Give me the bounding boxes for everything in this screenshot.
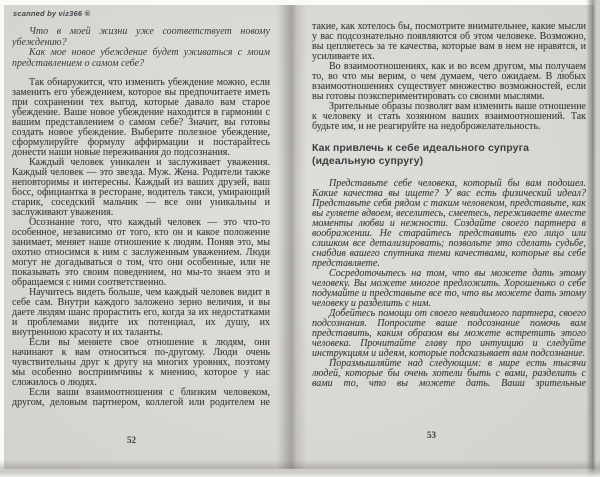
body-paragraph: Научитесь видеть больше, чем каждый человек видит в себе сам. Внутри каждого заложено зерно величия, и вы даете людям шанс прорастить его, когда за их недостатками и проблемами видите их потенциал, их душу, их внутреннюю красоту и их таланты. — [12, 287, 270, 339]
question-block — [12, 27, 270, 69]
page-edge-shadow — [586, 0, 600, 477]
body-paragraph-italic: Сосредоточьтесь на том, что вы можете дать этому человеку. Вы можете многое предложить. Хорошенько о себе подумайте и представьте все то, что вы можете дать этому человеку и разделить с ним. — [312, 268, 586, 309]
section-heading-line: (идеальную супругу) — [312, 154, 424, 167]
body-paragraph: Так обнаружится, что изменить убеждение можно, если заменить его убеждением, которое вы предпочитаете иметь при сохранении тех выгод, которые давало вам старое убеждение. Ваше новое убеждение находится в гармонии с вашим представлением о самом себе? Значит, вы готовы создать новое убеждение. Выберите полезное убеждение, сформулируйте формулу аффирмации и постарайтесь донести наши новые переживания до подсознания. — [12, 77, 270, 159]
section-heading — [312, 142, 586, 167]
watermark: scanned by viz366 ® — [13, 9, 91, 18]
body-paragraph: Каждый человек уникален и заслуживает уважения. Каждый человек — это звезда. Муж. Жена. Родители также неповторимы и интересны. Каждый из ваших друзей, ваш босс, официантка в ресторане, водитель такси, умирающий старик, соседский мальчик — все они уникальны и заслуживают уважения. — [12, 157, 270, 219]
body-paragraph: такие, как хотелось бы, посмотрите внимательнее, какие мысли у вас подсознательно появляются об этом человеке. Возможно, вы цепляетесь за те качества, которые вам в нем не нравятся, и усиливаете их. — [312, 21, 586, 62]
body-paragraph-italic: Добейтесь помощи от своего невидимого партнера, своего подсознания. Попросите ваше подсознание помочь вам представить, каким образом вы можете встретить этого человека. Прочитайте главу про интуицию и следуйте инструкциям и идеям, которые подсказывает вам подсознание. — [312, 308, 586, 359]
question-paragraph: Что в моей жизни уже соответствует новому убеждению? — [12, 26, 270, 48]
body-paragraph: Если вы меняете свое отношение к людям, они начинают к вам относиться по-другому. Люди очень чувствительны друг к другу на многих уровнях, поэтому мы особенно восприимчивы к мнению, которое у нас сложилось о людях. — [12, 337, 270, 389]
section-heading-line: Как привлечь к себе идеального супруга — [312, 142, 530, 154]
page-number: 52 — [127, 435, 136, 445]
body-paragraph-italic: Представьте себе человека, который бы вам подошел. Какие качества вы ищете? У вас есть физический идеал? Представьте себя рядом с таким человеком, представьте, как вы гуляете вдвоем, веселитесь, смеетесь, переживаете вместе моменты любви и нежности. Создайте своего партнера в воображении. Не старайтесь представить его лицо или слишком все детализировать; позвольте это сделать судьбе, снабдив вашего спутника теми качествами, которые вы себе представляете. — [312, 178, 586, 269]
body-paragraph: Во взаимоотношениях, как и во всем другом, мы получаем то, во что мы верим, о чем думаем, чего ожидаем. В любых взаимоотношениях существует множество возможностей, если вы готовы поэкспериментировать со своими мыслями. — [312, 61, 586, 102]
gutter-shadow — [277, 5, 307, 469]
body-paragraph: Зрительные образы позволят вам изменить ваше отношение к человеку и стать хозяином ваших взаимоотношений. Так будьте им, и не реагируйте на недоброжелательность. — [312, 101, 586, 132]
page-right — [312, 0, 586, 462]
question-paragraph: Как мое новое убеждение будет уживаться с моим представлением о самом себе? — [12, 47, 270, 69]
bottom-scan-shadow — [0, 460, 600, 477]
body-paragraph: Осознание того, что каждый человек — это что-то особенное, независимо от того, кто он и какое положение занимает, меняет наше отношение к людям. Поняв это, мы охотно относимся к ним с заслуженным уважением. Люди могут не догадываться о том, что они особенные, или не показывать это своим поведением, но мы-то знаем это и обращаемся с ними соответственно. — [12, 217, 270, 289]
body-paragraph: Если ваши взаимоотношения с близким человеком, другом, деловым партнером, коллегой или родителем не — [12, 387, 270, 409]
page-number: 53 — [427, 430, 436, 440]
page-left — [12, 0, 270, 467]
body-paragraph-italic: Поразмышляйте над следующим: в мире есть тысячи людей, которые бы очень хотели быть с вами, разделить с вами то, что вы можете дать. Ваши зрительные — [312, 358, 586, 389]
